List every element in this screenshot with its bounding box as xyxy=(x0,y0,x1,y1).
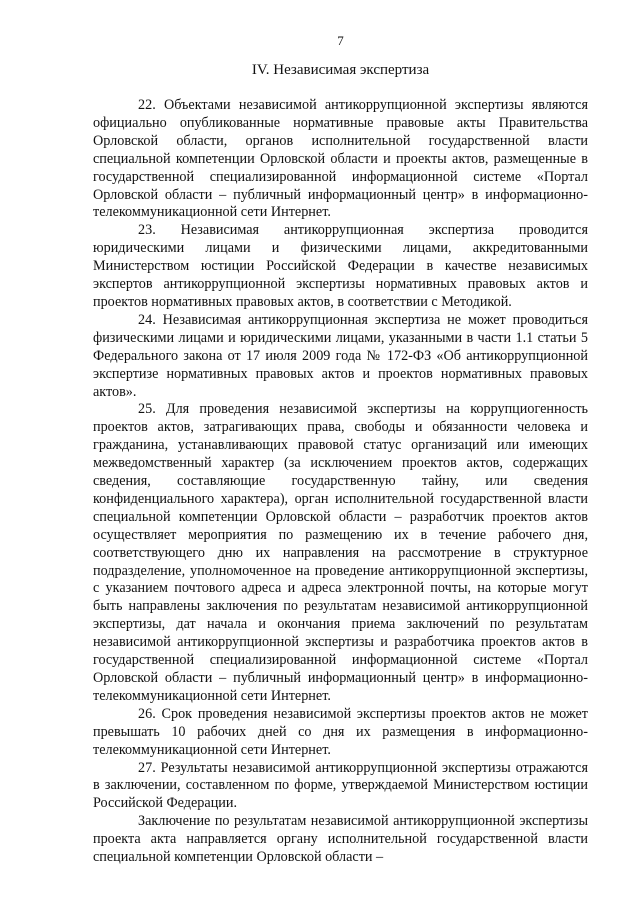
paragraph-23: 23. Независимая антикоррупционная экспертиза проводится юридическими лицами и физическими лицами, аккредитованными Министерством юстиции Российской Федерации в качестве независимых экспертов антикоррупционной экспертизы нормативных правовых актов и проектов нормативных правовых актов, в соответствии с Методикой. xyxy=(93,222,588,310)
paragraph-27: 27. Результаты независимой антикоррупционной экспертизы отражаются в заключении, составленном по форме, утверждаемой Министерством юстиции Российской Федерации. xyxy=(93,759,588,812)
paragraph-26: 26. Срок проведения независимой экспертизы проектов актов не может превышать 10 рабочих дней со дня их размещения в информационно-телекоммуникационной сети Интернет. xyxy=(93,705,588,758)
paragraph-conclusion: Заключение по результатам независимой антикоррупционной экспертизы проекта акта направляется органу исполнительной государственной власти специальной компетенции Орловской области – xyxy=(93,813,588,866)
paragraph-22: 22. Объектами независимой антикоррупционной экспертизы являются официально опубликованные нормативные правовые акты Правительства Орловской области, органов исполнительной государственной власти специальной компетенции Орловской области и проекты актов, размещенные в государственной специализированной информационной системе «Портал Орловской области – публичный информационный центр» в информационно-телекоммуникационной сети Интернет. xyxy=(93,97,588,221)
paragraph-24: 24. Независимая антикоррупционная экспертиза не может проводиться физическими лицами и юридическими лицами, указанными в части 1.1 статьи 5 Федерального закона от 17 июля 2009 года № 172-ФЗ «Об антикоррупционной экспертизе нормативных правовых актов и проектов нормативных правовых актов». xyxy=(93,311,588,400)
section-title: IV. Независимая экспертиза xyxy=(251,62,430,78)
page-number: 7 xyxy=(337,33,344,48)
paragraph-25: 25. Для проведения независимой экспертизы на коррупциогенность проектов актов, затрагивающих права, свободы и обязанности человека и гражданина, устанавливающих правовой статус организаций или имеющих межведомственный характер (за исключением проектов актов, содержащих сведения, составляющие государственную тайну, или сведения конфиденциального характера), орган исполнительной государственной власти специальной компетенции Орловской области – разработчик проектов актов осуществляет мероприятия по размещению их в течение рабочего дня, соответствующего дню их направления на рассмотрение в структурное подразделение, уполномоченное на проведение антикоррупционной экспертизы, с указанием почтового адреса и адреса электронной почты, на которые могут быть направлены заключения по результатам независимой антикоррупционной экспертизы, дат начала и окончания приема заключений по результатам независимой антикоррупционной экспертизы и разработчика проектов актов в государственной специализированной информационной системе «Портал Орловской области – публичный информационный центр» в информационно-телекоммуникационной сети Интернет. xyxy=(93,401,588,704)
